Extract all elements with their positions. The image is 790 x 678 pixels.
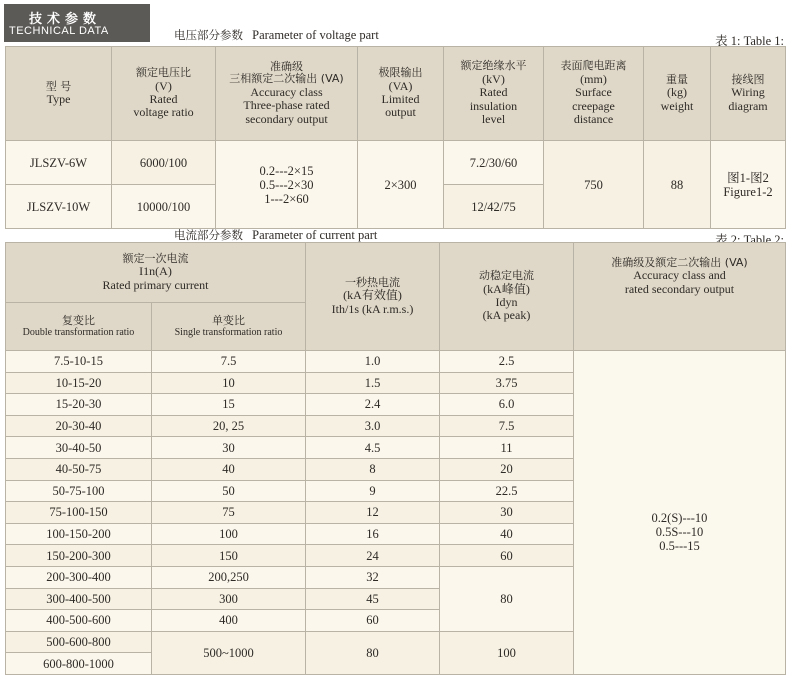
- double-ratio-cell: 15-20-30: [6, 394, 152, 416]
- double-ratio-cell: 7.5-10-15: [6, 351, 152, 373]
- voltage-table: [5, 46, 786, 229]
- single-ratio-cell: 75: [152, 502, 306, 524]
- col-weight: 重量 (kg) weight: [644, 47, 711, 141]
- ith-cell: 24: [306, 545, 440, 567]
- idyn-cell: 2.5: [440, 351, 574, 373]
- current-caption-zh: 电流部分参数: [174, 228, 243, 242]
- idyn-cell: 30: [440, 502, 574, 524]
- ith-cell: 1.0: [306, 351, 440, 373]
- idyn-cell: 6.0: [440, 394, 574, 416]
- col-limited-output: 极限输出 (VA) Limited output: [358, 47, 444, 141]
- voltage-caption-zh: 电压部分参数: [174, 28, 243, 42]
- double-ratio-cell: 50-75-100: [6, 480, 152, 502]
- type-cell: JLSZV-10W: [6, 185, 112, 229]
- ith-cell: 8: [306, 458, 440, 480]
- col-voltage-ratio: 额定电压比 (V) Rated voltage ratio: [112, 47, 216, 141]
- single-ratio-cell: 7.5: [152, 351, 306, 373]
- double-ratio-cell: 500-600-800: [6, 631, 152, 653]
- single-ratio-cell: 100: [152, 523, 306, 545]
- single-ratio-cell: 150: [152, 545, 306, 567]
- idyn-cell: 22.5: [440, 480, 574, 502]
- table1-label: 表 1: Table 1:: [715, 34, 784, 48]
- col-creepage: 表面爬电距离 (mm) Surface creepage distance: [544, 47, 644, 141]
- technical-data-badge: [4, 4, 150, 42]
- col-dynamic-current: 动稳定电流 (kA峰值) Idyn (kA peak): [440, 243, 574, 351]
- voltage-caption-en: Parameter of voltage part: [252, 28, 379, 42]
- ith-cell: 12: [306, 502, 440, 524]
- table2-label: 表 2: Table 2:: [715, 233, 784, 247]
- single-ratio-cell: 20, 25: [152, 415, 306, 437]
- idyn-cell: 40: [440, 523, 574, 545]
- voltage-caption: [174, 27, 379, 43]
- ith-cell: 60: [306, 610, 440, 632]
- current-caption-en: Parameter of current part: [252, 228, 378, 242]
- table-row: [6, 351, 786, 373]
- double-ratio-cell: 600-800-1000: [6, 653, 152, 675]
- ratio-cell: 10000/100: [112, 185, 216, 229]
- accuracy-cell: 0.2---2×15 0.5---2×30 1---2×60: [216, 141, 358, 229]
- single-ratio-cell: 400: [152, 610, 306, 632]
- weight-cell: 88: [644, 141, 711, 229]
- accuracy-output-cell: 0.2(S)---10 0.5S---10 0.5---15: [574, 351, 786, 675]
- idyn-cell: 60: [440, 545, 574, 567]
- ith-cell: 32: [306, 566, 440, 588]
- single-ratio-cell: 500~1000: [152, 631, 306, 674]
- idyn-cell: 20: [440, 458, 574, 480]
- col-rated-primary-current: 额定一次电流 I1n(A) Rated primary current: [6, 243, 306, 303]
- double-ratio-cell: 40-50-75: [6, 458, 152, 480]
- ith-cell: 9: [306, 480, 440, 502]
- current-table: [5, 242, 786, 675]
- badge-title-zh: 技术参数: [29, 12, 102, 27]
- double-ratio-cell: 100-150-200: [6, 523, 152, 545]
- col-wiring-diagram: 接线图 Wiring diagram: [711, 47, 786, 141]
- col-single-ratio: 单变比 Single transformation ratio: [152, 303, 306, 351]
- table-row: [6, 141, 786, 185]
- col-double-ratio: 复变比 Double transformation ratio: [6, 303, 152, 351]
- ratio-cell: 6000/100: [112, 141, 216, 185]
- idyn-cell: 80: [440, 566, 574, 631]
- limited-output-cell: 2×300: [358, 141, 444, 229]
- ith-cell: 2.4: [306, 394, 440, 416]
- double-ratio-cell: 10-15-20: [6, 372, 152, 394]
- col-type: 型 号 Type: [6, 47, 112, 141]
- current-table-header: [6, 243, 786, 303]
- current-caption: [174, 227, 377, 243]
- double-ratio-cell: 300-400-500: [6, 588, 152, 610]
- single-ratio-cell: 300: [152, 588, 306, 610]
- double-ratio-cell: 150-200-300: [6, 545, 152, 567]
- creepage-cell: 750: [544, 141, 644, 229]
- insulation-cell: 12/42/75: [444, 185, 544, 229]
- ith-cell: 16: [306, 523, 440, 545]
- insulation-cell: 7.2/30/60: [444, 141, 544, 185]
- single-ratio-cell: 50: [152, 480, 306, 502]
- idyn-cell: 100: [440, 631, 574, 674]
- single-ratio-cell: 15: [152, 394, 306, 416]
- double-ratio-cell: 30-40-50: [6, 437, 152, 459]
- col-accuracy-output: 准确级及额定二次输出 (VA) Accuracy class and rated secondary output: [574, 243, 786, 351]
- ith-cell: 45: [306, 588, 440, 610]
- wiring-cell: 图1-图2 Figure1-2: [711, 141, 786, 229]
- voltage-table-header: [6, 47, 786, 141]
- col-accuracy: 准确级 三相额定二次输出 (VA) Accuracy class Three-phase rated secondary output: [216, 47, 358, 141]
- idyn-cell: 3.75: [440, 372, 574, 394]
- single-ratio-cell: 200,250: [152, 566, 306, 588]
- double-ratio-cell: 20-30-40: [6, 415, 152, 437]
- col-insulation-level: 额定绝缘水平 (kV) Rated insulation level: [444, 47, 544, 141]
- single-ratio-cell: 40: [152, 458, 306, 480]
- double-ratio-cell: 200-300-400: [6, 566, 152, 588]
- ith-cell: 1.5: [306, 372, 440, 394]
- badge-title-en: TECHNICAL DATA: [9, 25, 109, 37]
- col-thermal-current: 一秒热电流 (kA有效值) Ith/1s (kA r.m.s.): [306, 243, 440, 351]
- idyn-cell: 11: [440, 437, 574, 459]
- ith-cell: 4.5: [306, 437, 440, 459]
- ith-cell: 80: [306, 631, 440, 674]
- type-cell: JLSZV-6W: [6, 141, 112, 185]
- ith-cell: 3.0: [306, 415, 440, 437]
- single-ratio-cell: 10: [152, 372, 306, 394]
- idyn-cell: 7.5: [440, 415, 574, 437]
- double-ratio-cell: 400-500-600: [6, 610, 152, 632]
- double-ratio-cell: 75-100-150: [6, 502, 152, 524]
- single-ratio-cell: 30: [152, 437, 306, 459]
